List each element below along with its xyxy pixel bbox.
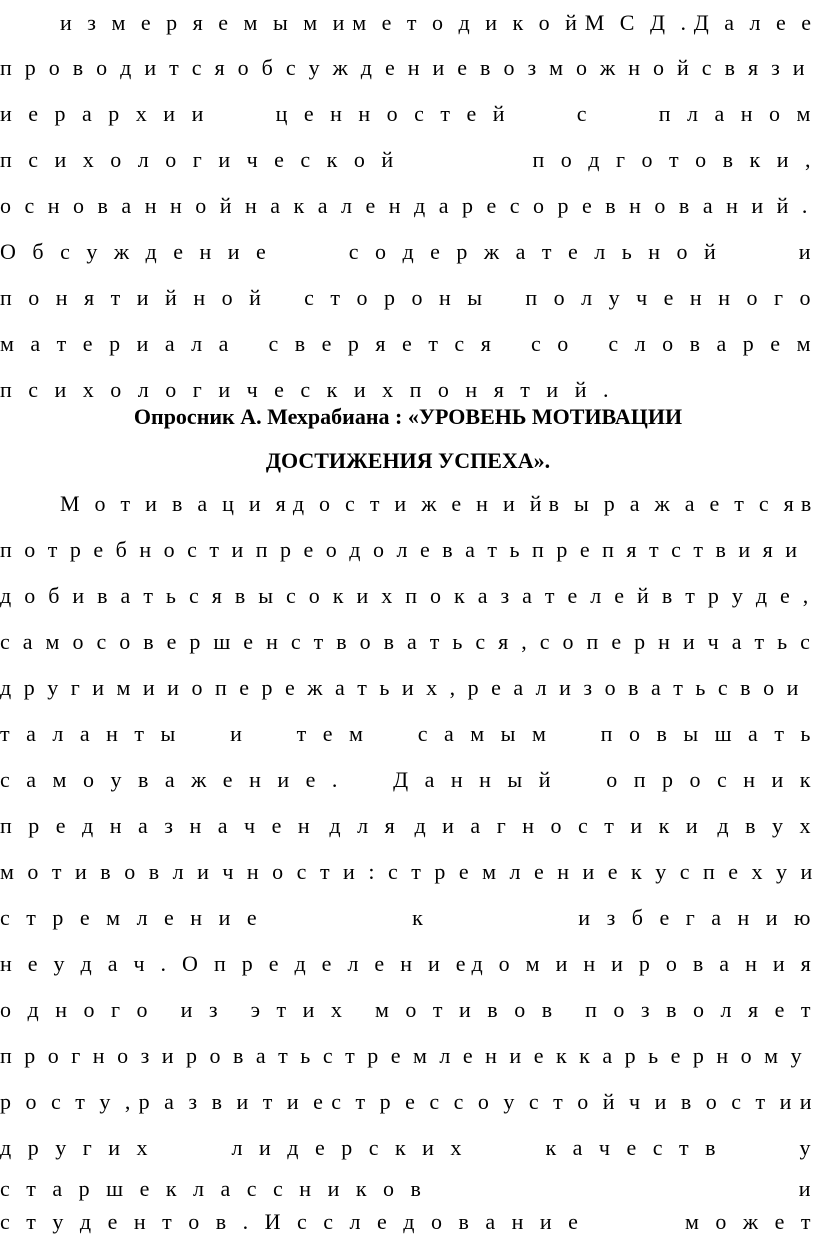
text-word-group: п р е д н а з н а ч е н bbox=[0, 803, 315, 849]
text-word-group: п о н я т и й н о й bbox=[0, 275, 266, 321]
text-word-group: у bbox=[800, 1125, 816, 1171]
text-word-group: и з bbox=[181, 987, 223, 1033]
text-word-group: д о м и н и р о в а н и я bbox=[471, 941, 816, 987]
text-word-group: М о т и в а ц и я bbox=[60, 481, 291, 527]
text-word-group: п о т р е б н о с т и п р е о д о л е в а т ь п р е п я т с т в и я и bbox=[0, 527, 801, 573]
text-word-group: с т р е м л е н и е bbox=[0, 895, 262, 941]
text-word-group: д л я bbox=[329, 803, 400, 849]
p2-line-12 bbox=[0, 987, 816, 1033]
text-word-group: д в у х bbox=[717, 803, 816, 849]
text-word-group: р о с т у , bbox=[0, 1079, 135, 1125]
text-word-group: и з м е р я е м ы м и bbox=[60, 0, 349, 46]
text-word-group: к а ч е с т в bbox=[545, 1125, 721, 1171]
p2-line-6 bbox=[0, 711, 816, 757]
p1-line-4 bbox=[0, 137, 816, 183]
text-word-group: Д а л е е bbox=[694, 0, 816, 46]
p2-line-8 bbox=[0, 803, 816, 849]
p1-line-3 bbox=[0, 91, 816, 137]
text-word-group: п с и х о л о г и ч е с к и х п о н я т и й . bbox=[0, 367, 614, 413]
p1-line-8 bbox=[0, 321, 816, 367]
text-word-group: с а м о у в а ж е н и е . bbox=[0, 757, 343, 803]
text-word-group: с а м ы м bbox=[418, 711, 552, 757]
text-word-group: д о б и в а т ь с я в ы с о к и х п о к а з а т е л е й в т р у д е , bbox=[0, 573, 812, 619]
text-word-group: с т р е с с о у с т о й ч и в о с т и bbox=[331, 1079, 796, 1125]
p2-line-3 bbox=[0, 573, 816, 619]
p2-line-4 bbox=[0, 619, 816, 665]
text-word-group: м о т и в о в л и ч н о с т и : с т р е м л е н и е к у с п е х у и bbox=[0, 849, 816, 895]
text-word-group: п о д г о т о в к и , bbox=[533, 137, 816, 183]
p2-line-7 bbox=[0, 757, 816, 803]
p1-line-2 bbox=[0, 45, 816, 91]
text-word-group: т е м bbox=[297, 711, 369, 757]
text-word-group: п р о в о д и т с я о б с у ж д е н и е в о з м о ж н о й с в я з и bbox=[0, 45, 808, 91]
p2-line-13 bbox=[0, 1033, 816, 1079]
text-word-group: п о л у ч е н н о г о bbox=[525, 275, 816, 321]
text-word-group: д р у г и х bbox=[0, 1125, 153, 1171]
text-word-group: м а т е р и а л а bbox=[0, 321, 234, 367]
p2-line-17 bbox=[0, 1199, 816, 1245]
text-word-group: в ы р а ж а е т с я bbox=[549, 481, 799, 527]
section-heading-line-2: ДОСТИЖЕНИЯ УСПЕХА». bbox=[0, 439, 816, 483]
p2-line-2 bbox=[0, 527, 816, 573]
p1-line-6 bbox=[0, 229, 816, 275]
text-word-group: д о с т и ж е н и й bbox=[293, 481, 546, 527]
text-word-group: д и а г н о с т и к и bbox=[414, 803, 703, 849]
text-word-group: п о з в о л я е т bbox=[585, 987, 816, 1033]
p2-line-5 bbox=[0, 665, 816, 711]
text-word-group: э т и х bbox=[251, 987, 348, 1033]
text-word-group: м о ж е т bbox=[685, 1199, 816, 1245]
section-heading-line-1: Опросник А. Мехрабиана : «УРОВЕНЬ МОТИВАЦИИ bbox=[0, 395, 816, 439]
text-word-group: к bbox=[412, 895, 428, 941]
text-word-group: с о bbox=[531, 321, 574, 367]
p2-line-15 bbox=[0, 1125, 816, 1171]
p2-line-9 bbox=[0, 849, 816, 895]
text-word-group: с в е р я е т с я bbox=[269, 321, 497, 367]
text-word-group: п р о г н о з и р о в а т ь с т р е м л е н и е к к а р ь е р н о м у bbox=[0, 1033, 805, 1079]
p2-line-11 bbox=[0, 941, 816, 987]
text-word-group: с о д е р ж а т е л ь н о й bbox=[349, 229, 722, 275]
text-word-group: ц е н н о с т е й bbox=[276, 91, 511, 137]
text-word-group: М С Д . bbox=[585, 0, 691, 46]
text-word-group: и bbox=[230, 711, 247, 757]
text-word-group: п л а н о м bbox=[659, 91, 816, 137]
text-word-group: д р у г и м и и о п е р е ж а т ь и х , р е а л и з о в а т ь с в о и bbox=[0, 665, 802, 711]
text-word-group: о с н о в а н н о й н а к а л е н д а р е с о р е в н о в а н и й . bbox=[0, 183, 811, 229]
text-word-group: м о т и в о в bbox=[375, 987, 558, 1033]
text-word-group: с т а р ш е к л а с с н и к о в bbox=[0, 1166, 426, 1212]
text-word-group: р а з в и т и е bbox=[139, 1079, 328, 1125]
text-word-group: п о в ы ш а т ь bbox=[601, 711, 816, 757]
text-word-group: т а л а н т ы bbox=[0, 711, 181, 757]
text-word-group: с bbox=[577, 91, 592, 137]
text-word-group: с а м о с о в е р ш е н с т в о в а т ь с я , с о п е р н и ч а т ь с bbox=[0, 619, 814, 665]
text-word-group: с т у д е н т о в . И с с л е д о в а н и е bbox=[0, 1199, 583, 1245]
text-word-group: в bbox=[801, 481, 816, 527]
text-word-group: и bbox=[799, 1166, 816, 1212]
text-word-group: О б с у ж д е н и е bbox=[0, 229, 271, 275]
text-word-group: л и д е р с к и х bbox=[232, 1125, 467, 1171]
p1-line-5 bbox=[0, 183, 816, 229]
text-word-group: н е у д а ч . О п р е д е л е н и е bbox=[0, 941, 471, 987]
text-word-group: и bbox=[799, 229, 816, 275]
p2-line-1 bbox=[0, 481, 816, 527]
p2-line-14 bbox=[0, 1079, 816, 1125]
text-word-group: и з б е г а н и ю bbox=[578, 895, 816, 941]
p1-line-7 bbox=[0, 275, 816, 321]
text-word-group: м е т о д и к о й bbox=[352, 0, 582, 46]
text-word-group: п с и х о л о г и ч е с к о й bbox=[0, 137, 399, 183]
p2-line-10 bbox=[0, 895, 816, 941]
text-word-group: и е р а р х и и bbox=[0, 91, 209, 137]
text-word-group: и bbox=[800, 1079, 816, 1125]
p1-line-1 bbox=[0, 0, 816, 46]
text-word-group: о п р о с н и к bbox=[606, 757, 816, 803]
text-word-group: с л о в а р е м bbox=[608, 321, 816, 367]
text-word-group: о д н о г о bbox=[0, 987, 153, 1033]
text-word-group: Д а н н ы й bbox=[393, 757, 556, 803]
text-word-group: с т о р о н ы bbox=[304, 275, 487, 321]
